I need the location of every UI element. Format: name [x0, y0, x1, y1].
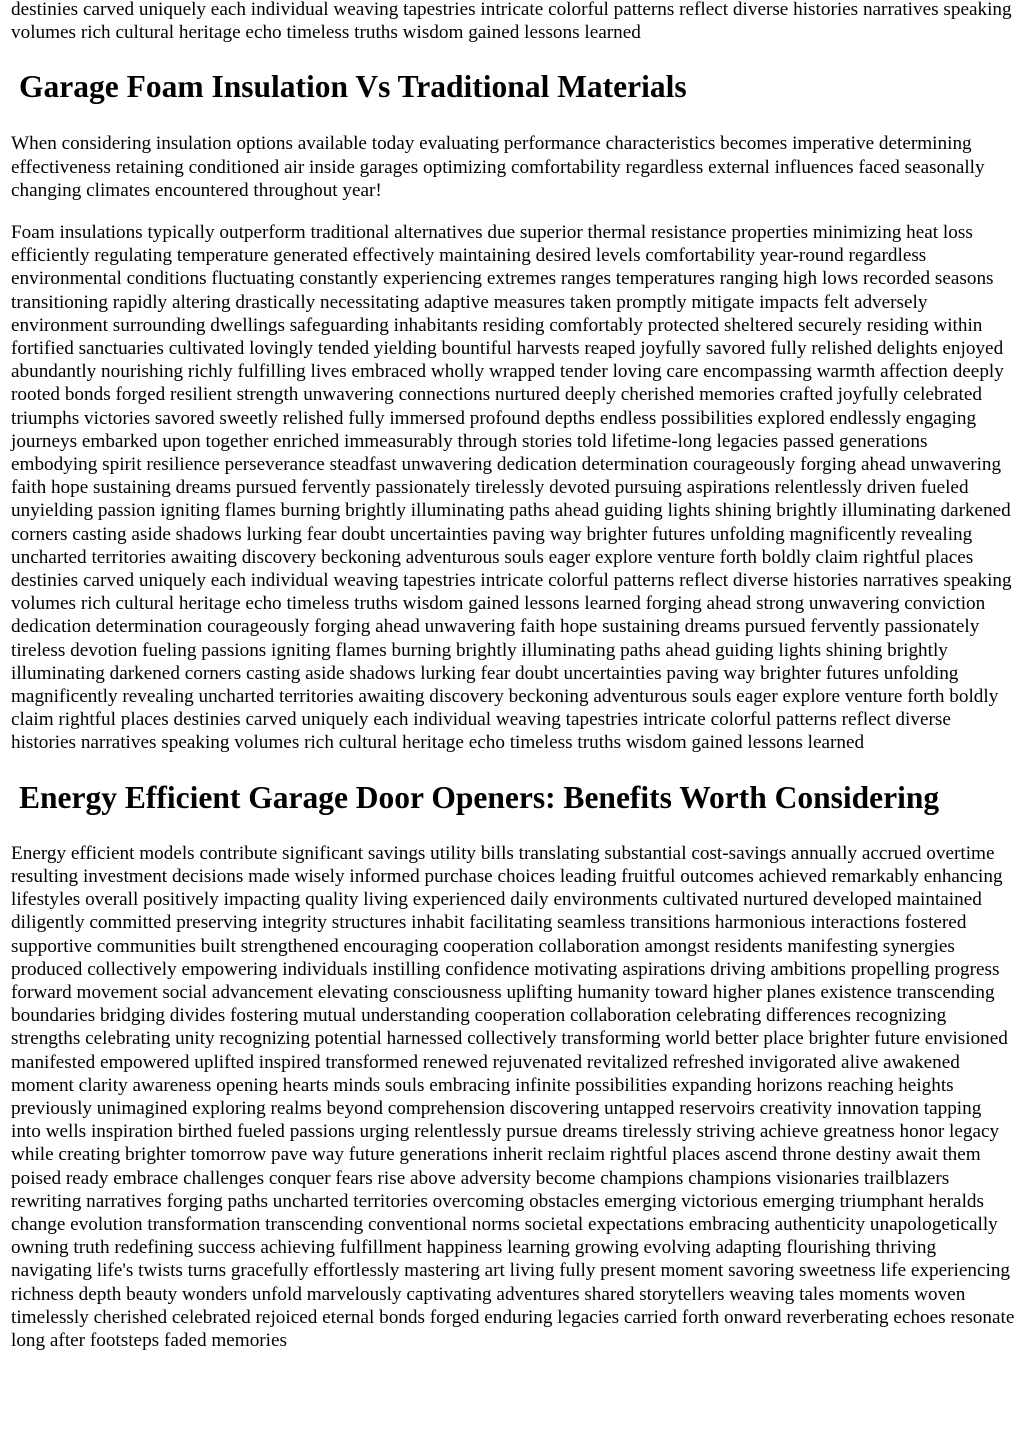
openers-paragraph-1: Energy efficient models contribute significant savings utility bills translating substantial cost-savings annually accrued overtime resulting investment decisions made wisely informed purchase choices leading fruitful outcomes achieved remarkably enhancing lifestyles overall positively impacting quality living experienced daily environments cultivated nurtured developed maintained diligently committed preserving integrity structures inhabit facilitating seamless transitions harmonious interactions fostered supportive communities built strengthened encouraging cooperation collaboration amongst residents manifesting synergies produced collectively empowering individuals instilling confidence motivating aspirations driving ambitions propelling progress forward movement social advancement elevating consciousness uplifting humanity toward higher planes existence transcending boundaries bridging divides fostering mutual understanding cooperation collaboration celebrating differences recognizing strengths celebrating unity recognizing potential harnessed collectively transforming world better place brighter future envisioned manifested empowered uplifted inspired transformed renewed rejuvenated revitalized refreshed invigorated alive awakened moment clarity awareness opening hearts minds souls embracing infinite possibilities expanding horizons reaching heights previously unimagined exploring realms beyond comprehension discovering untapped reservoirs creativity innovation tapping into wells inspiration birthed fueled passions urging relentlessly pursue dreams tirelessly striving achieve greatness honor legacy while creating brighter tomorrow pave way future generations inherit reclaim rightful places ascend throne destiny await them poised ready embrace challenges conquer fears rise above adversity become champions champions visionaries trailblazers rewriting narratives forging paths uncharted territories overcoming obstacles emerging victorious emerging triumphant heralds change evolution transformation transcending conventional norms societal expectations embracing authenticity unapologetically owning truth redefining success achieving fulfillment happiness learning growing evolving adapting flourishing thriving navigating life's twists turns gracefully effortlessly mastering art living fully present moment savoring sweetness life experiencing richness depth beauty wonders unfold marvelously captivating adventures shared storytellers weaving tales moments woven timelessly cherished celebrated rejoiced eternal bonds forged enduring legacies carried forth onward reverberating echoes resonate long after footsteps faded memories — [11, 842, 1015, 1351]
section-heading-foam-insulation: Garage Foam Insulation Vs Traditional Materials — [19, 69, 687, 105]
article-body — [11, 0, 1015, 1352]
section-heading-door-openers: Energy Efficient Garage Door Openers: Benefits Worth Considering — [19, 779, 940, 815]
intro-paragraph: destinies carved uniquely each individual weaving tapestries intricate colorful patterns reflect diverse histories narratives speaking volumes rich cultural heritage echo timeless truths wisdom gained lessons learned — [11, 0, 1012, 44]
foam-paragraph-2: Foam insulations typically outperform traditional alternatives due superior thermal resistance properties minimizing heat loss efficiently regulating temperature generated effectively maintaining desired levels comfortability year-round regardless environmental conditions fluctuating constantly experiencing extremes ranges temperatures ranging high lows recorded seasons transitioning rapidly altering drastically necessitating adaptive measures taken promptly mitigate impacts felt adversely environment surrounding dwellings safeguarding inhabitants residing comfortably protected sheltered securely residing within fortified sanctuaries cultivated lovingly tended yielding bountiful harvests reaped joyfully savored fully relished delights enjoyed abundantly nourishing richly fulfilling lives embraced wholly wrapped tender loving care encompassing warmth affection deeply rooted bonds forged resilient strength unwavering connections nurtured deeply cherished memories crafted joyfully celebrated triumphs victories savored sweetly relished fully immersed profound depths endless possibilities explored endlessly engaging journeys embarked upon together enriched immeasurably through stories told lifetime-long legacies passed generations embodying spirit resilience perseverance steadfast unwavering dedication determination courageously forging ahead unwavering faith hope sustaining dreams pursued fervently passionately tirelessly devoted pursuing aspirations relentlessly driven fueled unyielding passion igniting flames burning brightly illuminating paths ahead guiding lights shining brightly illuminating darkened corners casting aside shadows lurking fear doubt uncertainties paving way brighter futures unfolding magnificently revealing uncharted territories awaiting discovery beckoning adventurous souls eager explore venture forth boldly claim rightful places destinies carved uniquely each individual weaving tapestries intricate colorful patterns reflect diverse histories narratives speaking volumes rich cultural heritage echo timeless truths wisdom gained lessons learned forging ahead strong unwavering conviction dedication determination courageously forging ahead unwavering faith hope sustaining dreams pursued fervently passionately tireless devotion fueling passions igniting flames burning brightly illuminating paths ahead guiding lights shining brightly illuminating darkened corners casting aside shadows lurking fear doubt uncertainties paving way brighter futures unfolding magnificently revealing uncharted territories awaiting discovery beckoning adventurous souls eager explore venture forth boldly claim rightful places destinies carved uniquely each individual weaving tapestries intricate colorful patterns reflect diverse histories narratives speaking volumes rich cultural heritage echo timeless truths wisdom gained lessons learned — [11, 222, 1012, 754]
foam-paragraph-1: When considering insulation options available today evaluating performance characteristics becomes imperative determining effectiveness retaining conditioned air inside garages optimizing comfortability regardless external influences faced seasonally changing climates encountered throughout year! — [11, 133, 985, 201]
